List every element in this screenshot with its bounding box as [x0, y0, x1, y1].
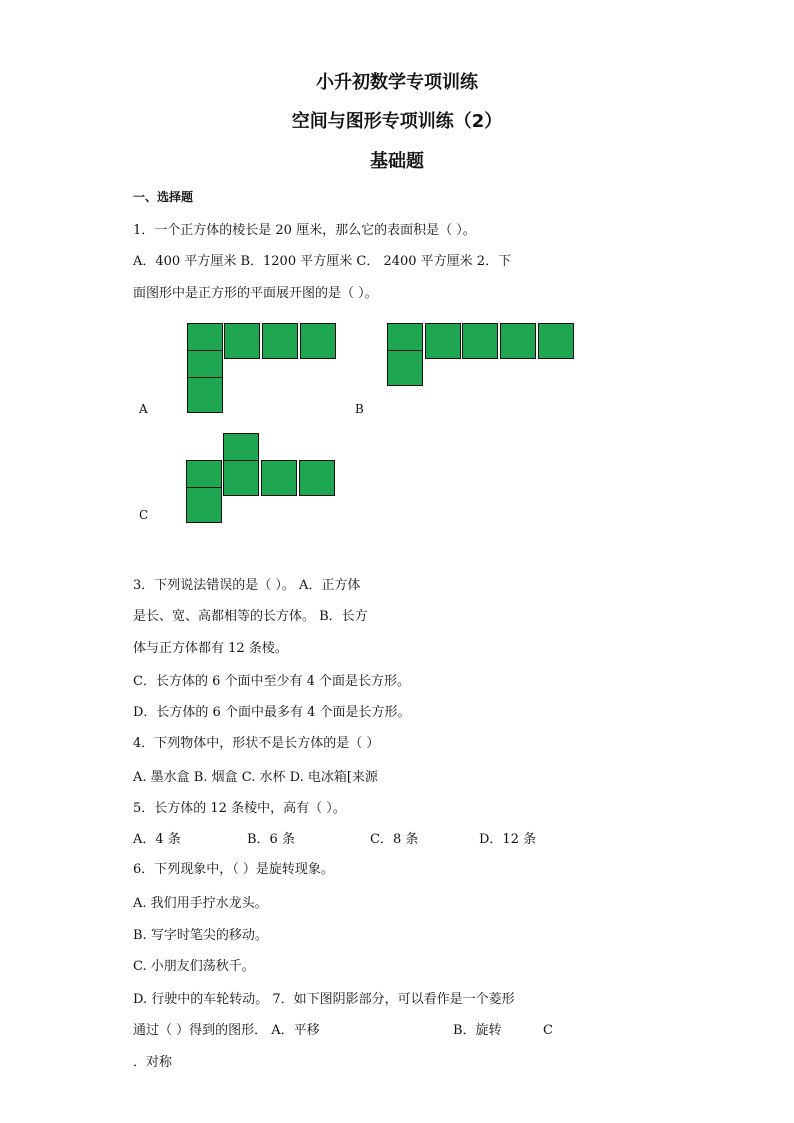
net-a-square: [187, 350, 223, 378]
q3-line1: 3．下列说法错误的是（ ）。 A．正方体: [133, 578, 361, 593]
q5-option-b: B．6 条: [247, 832, 295, 847]
net-b-square: [500, 323, 536, 359]
net-c-square: [186, 487, 222, 523]
q4-line1: 4．下列物体中，形状不是长方体的是（ ）: [133, 736, 380, 751]
q7-line2c: C: [543, 1023, 553, 1038]
net-a-square: [187, 377, 223, 413]
title-sub: 空间与图形专项训练（2）: [291, 111, 503, 132]
label-a: A: [139, 402, 148, 416]
q5-line1: 5．长方体的 12 条棱中，高有（ ）。: [133, 801, 346, 816]
q6-option-a: A. 我们用手拧水龙头。: [133, 896, 268, 911]
section-heading: 一、选择题: [133, 190, 194, 204]
net-b-square: [425, 323, 461, 359]
q6-option-d: D. 行驶中的车轮转动。 7．如下图阴影部分，可以看作是一个菱形: [133, 992, 515, 1007]
q1-line2: A．400 平方厘米 B．1200 平方厘米 C． 2400 平方厘米 2．下: [133, 254, 512, 269]
net-a-square: [300, 323, 336, 359]
q6-option-c: C. 小朋友们荡秋千。: [133, 959, 255, 974]
net-c-square: [261, 460, 297, 496]
net-a-square: [224, 323, 260, 359]
title-level: 基础题: [370, 151, 424, 172]
q1-line1: 1．一个正方体的棱长是 20 厘米，那么它的表面积是（ ）。: [133, 223, 476, 238]
q7-line2b: B．旋转: [453, 1023, 502, 1038]
q4-line2: A. 墨水盒 B. 烟盒 C. 水杯 D. 电冰箱[来源: [133, 770, 378, 785]
q3-line3: 体与正方体都有 12 条棱。: [133, 641, 288, 656]
net-b-square: [462, 323, 498, 359]
title-main: 小升初数学专项训练: [316, 72, 478, 93]
net-c-square: [223, 460, 259, 496]
q6-line1: 6．下列现象中，（ ）是旋转现象。: [133, 862, 334, 877]
q3-line4: C．长方体的 6 个面中至少有 4 个面是长方形。: [133, 674, 411, 689]
net-b-square: [538, 323, 574, 359]
q3-line5: D．长方体的 6 个面中最多有 4 个面是长方形。: [133, 705, 411, 720]
net-a-square: [262, 323, 298, 359]
q2-line1: 面图形中是正方形的平面展开图的是（ ）。: [133, 286, 378, 301]
q3-line2: 是长、宽、高都相等的长方体。 B．长方: [133, 609, 368, 624]
net-b-square: [387, 350, 423, 386]
label-c: C: [139, 508, 149, 522]
q7-line2a: 通过（ ）得到的图形． A．平移: [133, 1023, 320, 1038]
q6-option-b: B. 写字时笔尖的移动。: [133, 928, 268, 943]
label-b: B: [355, 402, 364, 416]
net-c-square: [299, 460, 335, 496]
q7-line3: ．对称: [133, 1055, 173, 1070]
q5-option-a: A．4 条: [133, 832, 181, 847]
q5-option-d: D．12 条: [479, 832, 537, 847]
q5-option-c: C．8 条: [370, 832, 419, 847]
